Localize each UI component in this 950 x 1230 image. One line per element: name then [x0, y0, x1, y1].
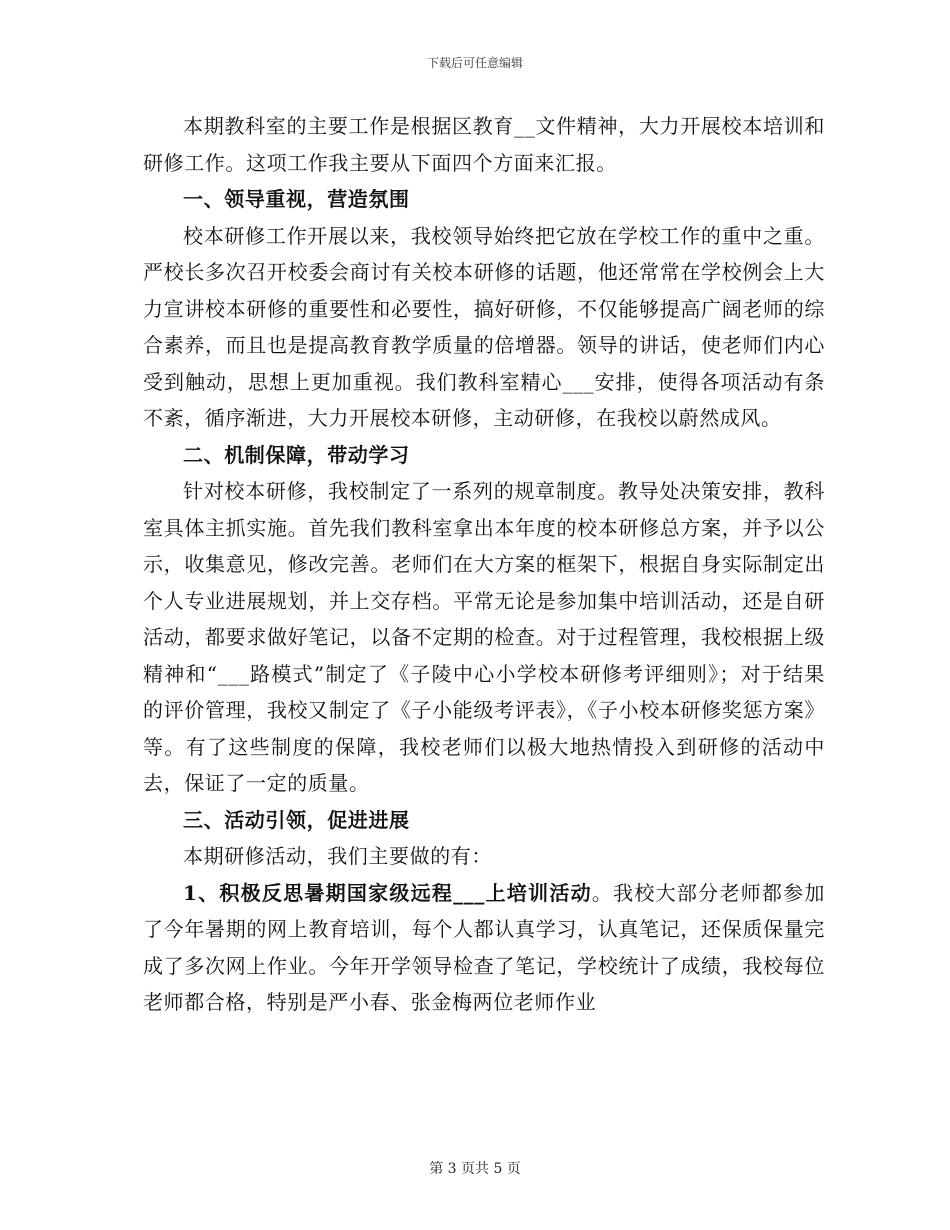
paragraph-mechanism: 针对校本研修，我校制定了一系列的规章制度。教导处决策安排，教科室具体主抓实施。首先我们教科室拿出本年度的校本研修总方案，并予以公示，收集意见，修改完善。老师们在大方案的框架下，根据自身实际制定出个人专业进展规划，并上交存档。平常无论是参加集中培训活动，还是自研活动，都要求做好笔记，以备不定期的检查。对于过程管理，我校根据上级精神和“___路模式”制定了《子陵中心小学校本研修考评细则》；对于结果的评价管理，我校又制定了《子小能级考评表》，《子小校本研修奖惩方案》等。有了这些制度的保障，我校老师们以极大地热情投入到研修的活动中去，保证了一定的质量。 — [143, 479, 825, 795]
section-heading-1: 一、领导重视，营造氛围 — [183, 187, 410, 211]
paragraph-leadership: 校本研修工作开展以来，我校领导始终把它放在学校工作的重中之重。严校长多次召开校委会商讨有关校本研修的话题，他还常常在学校例会上大力宣讲校本研修的重要性和必要性，搞好研修，不仅能够提高广阔老师的综合素养，而且也是提高教育教学质量的倍增器。领导的讲话，使老师们内心受到触动，思想上更加重视。我们教科室精心___安排，使得各项活动有条不紊，循序渐进，大力开展校本研修，主动研修，在我校以蔚然成风。 — [143, 223, 825, 430]
document-body — [143, 108, 825, 1021]
page-header-note: 下载后可任意编辑 — [426, 56, 523, 70]
paragraph-intro: 本期教科室的主要工作是根据区教育__文件精神，大力开展校本培训和研修工作。这项工作我主要从下面四个方面来汇报。 — [143, 114, 825, 175]
paragraph-activities-intro: 本期研修活动，我们主要做的有： — [183, 844, 492, 868]
paragraph-item-1 — [143, 875, 825, 1021]
section-heading-2: 二、机制保障，带动学习 — [183, 442, 410, 467]
item-1-text: 。我校大部分老师都参加了今年暑期的网上教育培训，每个人都认真学习，认真笔记，还保质保量完成了多次网上作业。今年开学领导检查了笔记，学校统计了成绩，我校每位老师都合格，特别是严小春、张金梅两位老师作业 — [143, 880, 825, 1014]
section-heading-3: 三、活动引领，促进进展 — [183, 807, 410, 832]
page-number: 第 3 页共 5 页 — [429, 1161, 521, 1177]
item-1-title: 1、积极反思暑期国家级远程___上培训活动 — [183, 880, 592, 905]
